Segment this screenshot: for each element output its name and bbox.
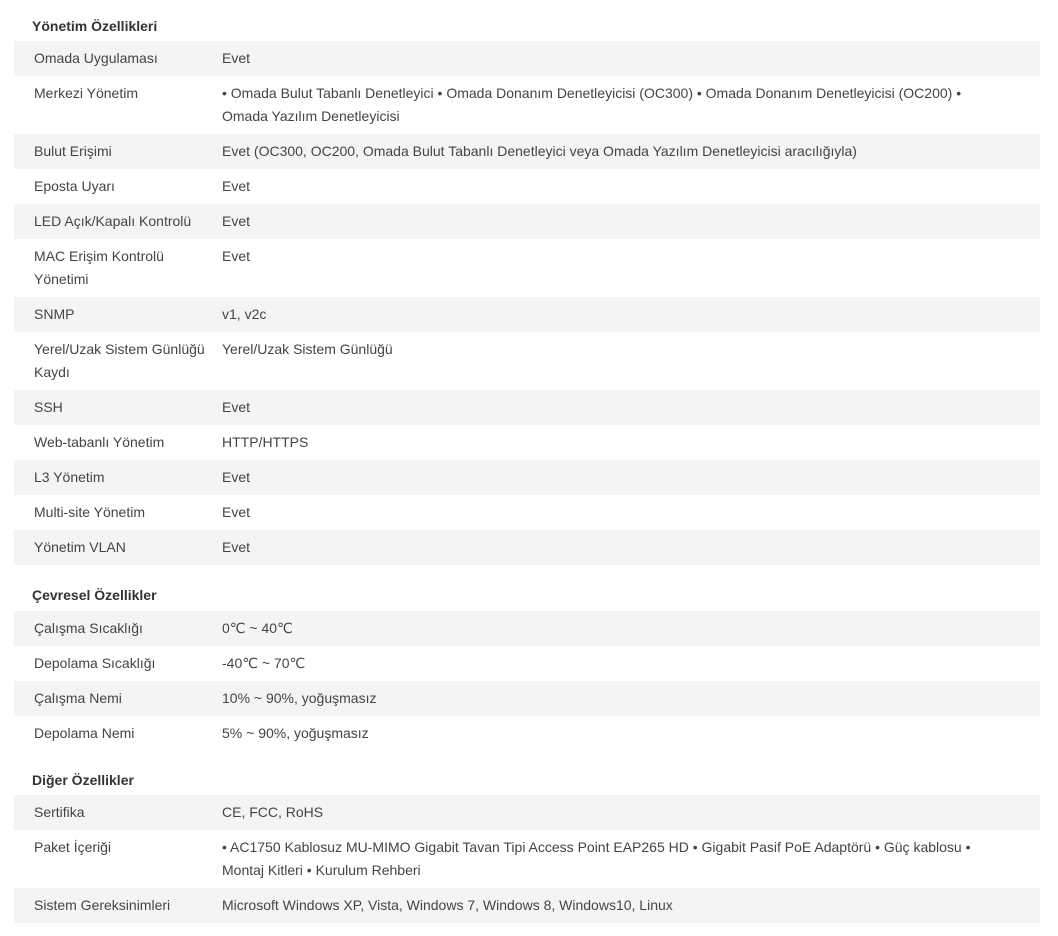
spec-row — [14, 530, 1040, 565]
spec-label: Depolama Sıcaklığı — [34, 655, 156, 671]
spec-table — [14, 795, 1040, 923]
spec-row — [14, 611, 1040, 646]
spec-value: Evet — [222, 41, 1040, 76]
spec-value: HTTP/HTTPS — [222, 434, 309, 450]
spec-value: Evet — [222, 460, 1040, 495]
spec-row — [14, 830, 1040, 888]
spec-row — [14, 888, 1040, 923]
section-title: Çevresel Özellikler — [32, 587, 157, 603]
spec-label: Depolama Nemi — [34, 725, 135, 741]
spec-row — [14, 169, 1040, 204]
spec-row — [14, 495, 1040, 530]
spec-value: • Omada Bulut Tabanlı Denetleyici • Omada Donanım Denetleyicisi (OC300) • Omada Donanım Denetleyicisi (OC200) • Omada Yazılım Denetleyicisi — [222, 85, 962, 124]
section-management — [14, 17, 1040, 565]
spec-label: Multi-site Yönetim — [34, 504, 146, 520]
spec-label: Yönetim VLAN — [14, 530, 222, 565]
spec-label: Sistem Gereksinimleri — [14, 888, 222, 923]
spec-value: 10% ~ 90%, yoğuşmasız — [222, 681, 1040, 716]
spec-label: Sertifika — [14, 795, 222, 830]
spec-table — [14, 611, 1040, 751]
spec-label: Çalışma Sıcaklığı — [14, 611, 222, 646]
spec-label: LED Açık/Kapalı Kontrolü — [14, 204, 222, 239]
spec-label: Bulut Erişimi — [14, 134, 222, 169]
section-environment — [14, 586, 1040, 751]
spec-label: SNMP — [14, 297, 222, 332]
spec-row — [14, 41, 1040, 76]
spec-label: Web-tabanlı Yönetim — [34, 434, 165, 450]
spec-row — [14, 681, 1040, 716]
spec-row — [14, 134, 1040, 169]
spec-value: Microsoft Windows XP, Vista, Windows 7, Windows 8, Windows10, Linux — [222, 888, 1040, 923]
spec-row — [14, 425, 1040, 460]
spec-value: 5% ~ 90%, yoğuşmasız — [222, 725, 369, 741]
section-other — [14, 771, 1040, 923]
spec-value: Evet — [222, 248, 251, 264]
spec-label: Omada Uygulaması — [14, 41, 222, 76]
spec-value: -40℃ ~ 70℃ — [222, 655, 306, 671]
spec-row — [14, 390, 1040, 425]
spec-value: v1, v2c — [222, 297, 1040, 332]
spec-row — [14, 716, 1040, 751]
spec-row — [14, 332, 1040, 390]
spec-label: Paket İçeriği — [34, 839, 112, 855]
spec-row — [14, 76, 1040, 134]
spec-label: Çalışma Nemi — [14, 681, 222, 716]
spec-value: Evet — [222, 390, 1040, 425]
spec-value: CE, FCC, RoHS — [222, 795, 1040, 830]
spec-label: Yerel/Uzak Sistem Günlüğü Kaydı — [34, 341, 205, 380]
spec-row — [14, 297, 1040, 332]
section-title: Diğer Özellikler — [32, 772, 134, 788]
section-title: Yönetim Özellikleri — [32, 18, 158, 34]
spec-value: Evet — [222, 178, 251, 194]
spec-row — [14, 795, 1040, 830]
spec-label: L3 Yönetim — [14, 460, 222, 495]
spec-value: Evet — [222, 530, 1040, 565]
spec-row — [14, 646, 1040, 681]
spec-label: Merkezi Yönetim — [34, 85, 139, 101]
spec-page — [0, 17, 1058, 923]
spec-label: Eposta Uyarı — [34, 178, 115, 194]
spec-value: Evet (OC300, OC200, Omada Bulut Tabanlı Denetleyici veya Omada Yazılım Denetleyicisi aracılığıyla) — [222, 134, 1040, 169]
spec-row — [14, 204, 1040, 239]
spec-row — [14, 239, 1040, 297]
spec-row — [14, 460, 1040, 495]
spec-value: Evet — [222, 504, 251, 520]
spec-value: Yerel/Uzak Sistem Günlüğü — [222, 341, 393, 357]
spec-value: Evet — [222, 204, 1040, 239]
spec-value: • AC1750 Kablosuz MU-MIMO Gigabit Tavan Tipi Access Point EAP265 HD • Gigabit Pasif PoE Adaptörü • Güç kablosu • Montaj Kitleri • Kurulum Rehberi — [222, 839, 971, 878]
spec-label: SSH — [14, 390, 222, 425]
spec-label: MAC Erişim Kontrolü Yönetimi — [34, 248, 164, 287]
spec-value: 0℃ ~ 40℃ — [222, 611, 1040, 646]
spec-table — [14, 41, 1040, 565]
